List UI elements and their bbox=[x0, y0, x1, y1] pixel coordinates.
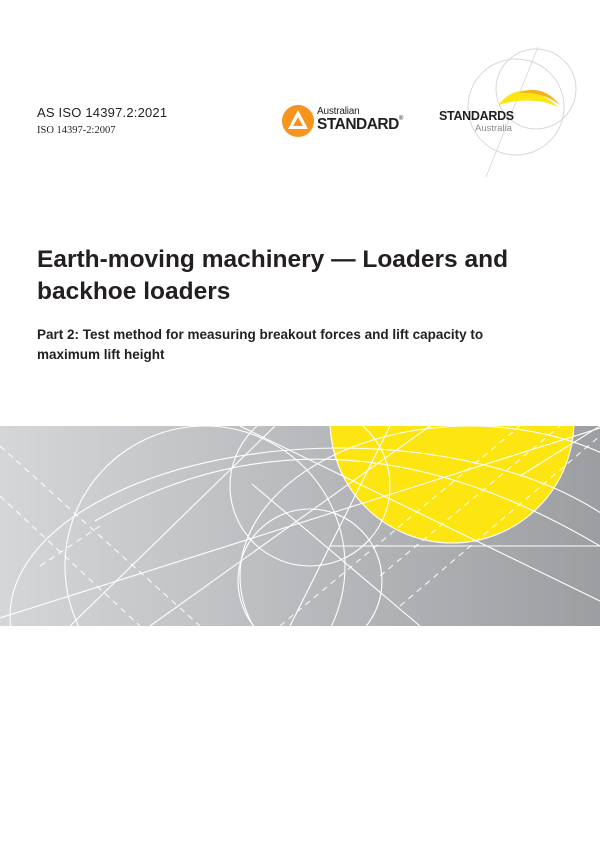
document-title bbox=[37, 244, 557, 308]
standards-australia-logo bbox=[438, 47, 578, 177]
title-line: Earth-moving machinery — Loaders and bbox=[37, 246, 509, 273]
standard-number: AS ISO 14397.2:2021 bbox=[37, 105, 168, 120]
standard-identifier bbox=[37, 105, 167, 136]
title-line: backhoe loaders bbox=[37, 278, 231, 305]
standards-wordmark: STANDARDS bbox=[439, 109, 514, 123]
australian-standard-logo bbox=[281, 103, 401, 139]
document-part-title bbox=[37, 325, 557, 365]
part-line: maximum lift height bbox=[37, 347, 165, 362]
logo-small-text: Australian bbox=[317, 106, 360, 117]
iso-equivalent: ISO 14397-2:2007 bbox=[37, 125, 116, 136]
decorative-geometric-band bbox=[0, 426, 600, 626]
logo-big-text: STANDARD® bbox=[317, 116, 403, 133]
part-line: Part 2: Test method for measuring breakout forces and lift capacity to bbox=[37, 327, 484, 342]
triangle-icon bbox=[281, 104, 315, 138]
australia-wordmark: Australia bbox=[475, 123, 512, 134]
